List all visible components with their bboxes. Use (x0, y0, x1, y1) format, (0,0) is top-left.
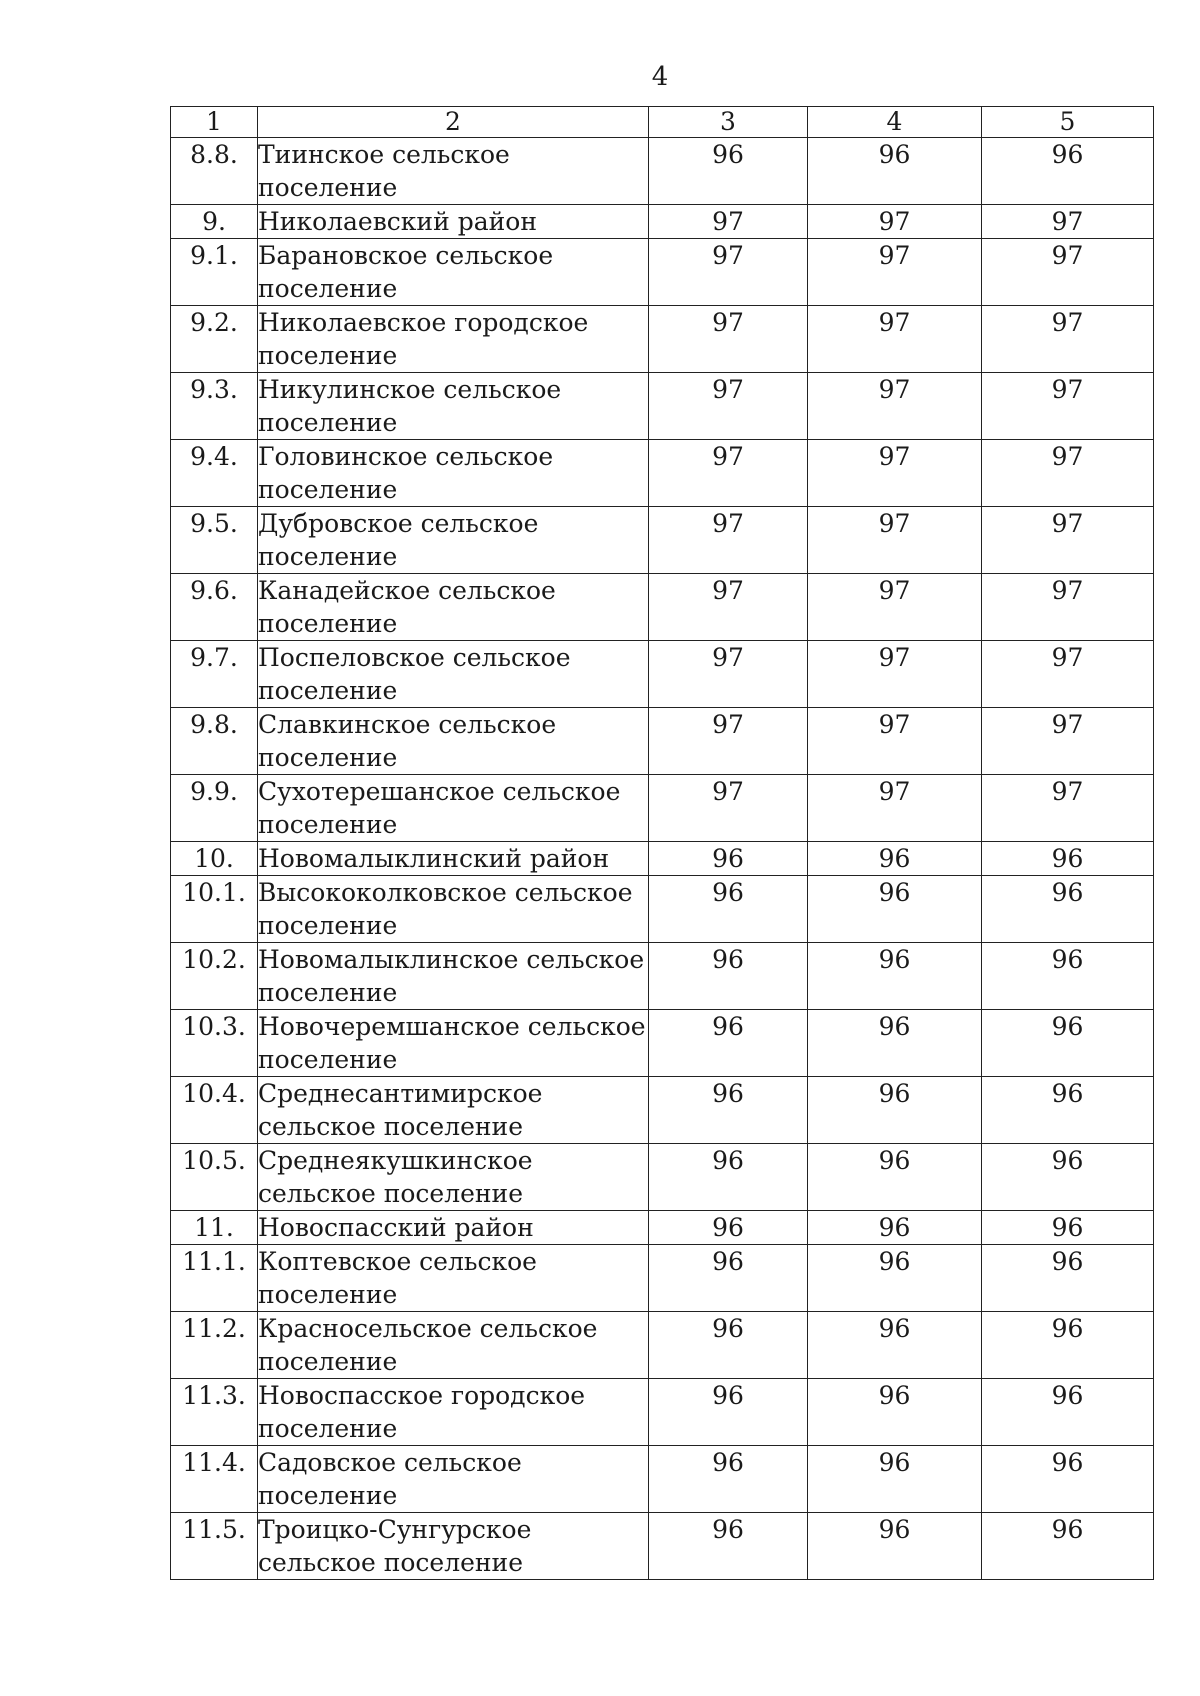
row-number-cell: 10. (171, 842, 258, 876)
value-col4-cell: 96 (808, 1513, 982, 1580)
value-col3-cell: 96 (649, 943, 808, 1010)
value-col5-cell: 96 (982, 876, 1154, 943)
value-col5-cell: 96 (982, 1513, 1154, 1580)
value-col3-cell: 97 (649, 205, 808, 239)
row-number-cell: 10.1. (171, 876, 258, 943)
data-table (170, 106, 1154, 1580)
value-col5-cell: 96 (982, 1144, 1154, 1211)
row-number-cell: 11.2. (171, 1312, 258, 1379)
row-name-cell: Новочеремшанское сельское поселение (258, 1010, 649, 1077)
row-name-cell: Новомалыклинское сельское поселение (258, 943, 649, 1010)
header-cell-1: 1 (171, 107, 258, 138)
row-number-cell: 9.4. (171, 440, 258, 507)
row-number-cell: 9.7. (171, 641, 258, 708)
value-col5-cell: 97 (982, 205, 1154, 239)
table-row (171, 1379, 1154, 1446)
value-col5-cell: 97 (982, 641, 1154, 708)
header-cell-3: 3 (649, 107, 808, 138)
row-number-cell: 10.4. (171, 1077, 258, 1144)
row-name-cell: Николаевское городское поселение (258, 306, 649, 373)
value-col5-cell: 96 (982, 1245, 1154, 1312)
value-col4-cell: 97 (808, 440, 982, 507)
value-col5-cell: 97 (982, 574, 1154, 641)
row-number-cell: 11.4. (171, 1446, 258, 1513)
value-col4-cell: 96 (808, 1077, 982, 1144)
value-col4-cell: 96 (808, 842, 982, 876)
table-row (171, 239, 1154, 306)
value-col5-cell: 96 (982, 943, 1154, 1010)
value-col5-cell: 96 (982, 138, 1154, 205)
table-row (171, 1446, 1154, 1513)
value-col3-cell: 96 (649, 1211, 808, 1245)
value-col3-cell: 97 (649, 641, 808, 708)
header-cell-5: 5 (982, 107, 1154, 138)
row-number-cell: 11. (171, 1211, 258, 1245)
value-col5-cell: 96 (982, 1312, 1154, 1379)
value-col3-cell: 96 (649, 1245, 808, 1312)
table-row (171, 306, 1154, 373)
value-col5-cell: 97 (982, 440, 1154, 507)
value-col4-cell: 96 (808, 1010, 982, 1077)
row-number-cell: 9.3. (171, 373, 258, 440)
row-name-cell: Среднеякушкинское сельское поселение (258, 1144, 649, 1211)
value-col3-cell: 97 (649, 708, 808, 775)
value-col3-cell: 96 (649, 1379, 808, 1446)
value-col5-cell: 96 (982, 1010, 1154, 1077)
table-row (171, 440, 1154, 507)
row-name-cell: Канадейское сельское поселение (258, 574, 649, 641)
value-col3-cell: 97 (649, 306, 808, 373)
value-col5-cell: 97 (982, 708, 1154, 775)
value-col3-cell: 96 (649, 876, 808, 943)
value-col4-cell: 97 (808, 205, 982, 239)
value-col3-cell: 97 (649, 373, 808, 440)
row-number-cell: 9.1. (171, 239, 258, 306)
value-col3-cell: 97 (649, 440, 808, 507)
value-col4-cell: 97 (808, 373, 982, 440)
value-col4-cell: 96 (808, 1312, 982, 1379)
row-name-cell: Сухотерешанское сельское поселение (258, 775, 649, 842)
value-col4-cell: 96 (808, 1211, 982, 1245)
header-cell-4: 4 (808, 107, 982, 138)
value-col4-cell: 97 (808, 239, 982, 306)
value-col3-cell: 97 (649, 507, 808, 574)
value-col5-cell: 96 (982, 1077, 1154, 1144)
row-name-cell: Красносельское сельское поселение (258, 1312, 649, 1379)
value-col4-cell: 97 (808, 641, 982, 708)
table-row (171, 1077, 1154, 1144)
table-row (171, 1211, 1154, 1245)
table-row (171, 373, 1154, 440)
value-col4-cell: 97 (808, 507, 982, 574)
value-col5-cell: 97 (982, 306, 1154, 373)
value-col4-cell: 96 (808, 1245, 982, 1312)
row-number-cell: 9.5. (171, 507, 258, 574)
value-col4-cell: 96 (808, 138, 982, 205)
value-col5-cell: 96 (982, 1211, 1154, 1245)
value-col3-cell: 96 (649, 1144, 808, 1211)
row-number-cell: 8.8. (171, 138, 258, 205)
row-name-cell: Высококолковское сельское поселение (258, 876, 649, 943)
table-row (171, 574, 1154, 641)
table-row (171, 1312, 1154, 1379)
table-row (171, 205, 1154, 239)
value-col4-cell: 97 (808, 708, 982, 775)
table-row (171, 1010, 1154, 1077)
row-number-cell: 10.2. (171, 943, 258, 1010)
table-row (171, 1513, 1154, 1580)
value-col3-cell: 96 (649, 1312, 808, 1379)
table-row (171, 842, 1154, 876)
table-body (171, 107, 1154, 1580)
value-col4-cell: 96 (808, 1446, 982, 1513)
value-col3-cell: 97 (649, 574, 808, 641)
row-name-cell: Тиинское сельское поселение (258, 138, 649, 205)
value-col3-cell: 97 (649, 239, 808, 306)
row-name-cell: Новоспасский район (258, 1211, 649, 1245)
row-name-cell: Славкинское сельское поселение (258, 708, 649, 775)
row-number-cell: 9.2. (171, 306, 258, 373)
value-col3-cell: 96 (649, 842, 808, 876)
row-number-cell: 9.9. (171, 775, 258, 842)
value-col5-cell: 96 (982, 1379, 1154, 1446)
value-col4-cell: 96 (808, 876, 982, 943)
table-row (171, 1245, 1154, 1312)
row-name-cell: Новоспасское городское поселение (258, 1379, 649, 1446)
table-row (171, 876, 1154, 943)
value-col3-cell: 96 (649, 138, 808, 205)
row-number-cell: 9. (171, 205, 258, 239)
value-col3-cell: 96 (649, 1446, 808, 1513)
value-col5-cell: 97 (982, 373, 1154, 440)
row-name-cell: Никулинское сельское поселение (258, 373, 649, 440)
row-number-cell: 9.6. (171, 574, 258, 641)
value-col5-cell: 97 (982, 775, 1154, 842)
value-col5-cell: 96 (982, 1446, 1154, 1513)
value-col5-cell: 97 (982, 239, 1154, 306)
row-name-cell: Новомалыклинский район (258, 842, 649, 876)
table-row (171, 507, 1154, 574)
value-col3-cell: 96 (649, 1010, 808, 1077)
table-header-row (171, 107, 1154, 138)
table-row (171, 943, 1154, 1010)
row-name-cell: Коптевское сельское поселение (258, 1245, 649, 1312)
table-row (171, 1144, 1154, 1211)
value-col4-cell: 97 (808, 306, 982, 373)
row-number-cell: 11.1. (171, 1245, 258, 1312)
value-col5-cell: 96 (982, 842, 1154, 876)
value-col3-cell: 97 (649, 775, 808, 842)
row-number-cell: 11.3. (171, 1379, 258, 1446)
value-col4-cell: 96 (808, 943, 982, 1010)
page-number: 4 (651, 62, 669, 92)
value-col3-cell: 96 (649, 1513, 808, 1580)
value-col4-cell: 96 (808, 1144, 982, 1211)
row-name-cell: Поспеловское сельское поселение (258, 641, 649, 708)
value-col3-cell: 96 (649, 1077, 808, 1144)
row-number-cell: 9.8. (171, 708, 258, 775)
row-number-cell: 10.5. (171, 1144, 258, 1211)
table-row (171, 708, 1154, 775)
value-col4-cell: 97 (808, 574, 982, 641)
row-name-cell: Николаевский район (258, 205, 649, 239)
table-row (171, 641, 1154, 708)
row-name-cell: Среднесантимирское сельское поселение (258, 1077, 649, 1144)
table-row (171, 138, 1154, 205)
row-number-cell: 10.3. (171, 1010, 258, 1077)
row-name-cell: Садовское сельское поселение (258, 1446, 649, 1513)
row-name-cell: Головинское сельское поселение (258, 440, 649, 507)
table-row (171, 775, 1154, 842)
row-number-cell: 11.5. (171, 1513, 258, 1580)
row-name-cell: Троицко-Сунгурское сельское поселение (258, 1513, 649, 1580)
value-col4-cell: 97 (808, 775, 982, 842)
value-col5-cell: 97 (982, 507, 1154, 574)
header-cell-2: 2 (258, 107, 649, 138)
value-col4-cell: 96 (808, 1379, 982, 1446)
row-name-cell: Дубровское сельское поселение (258, 507, 649, 574)
row-name-cell: Барановское сельское поселение (258, 239, 649, 306)
